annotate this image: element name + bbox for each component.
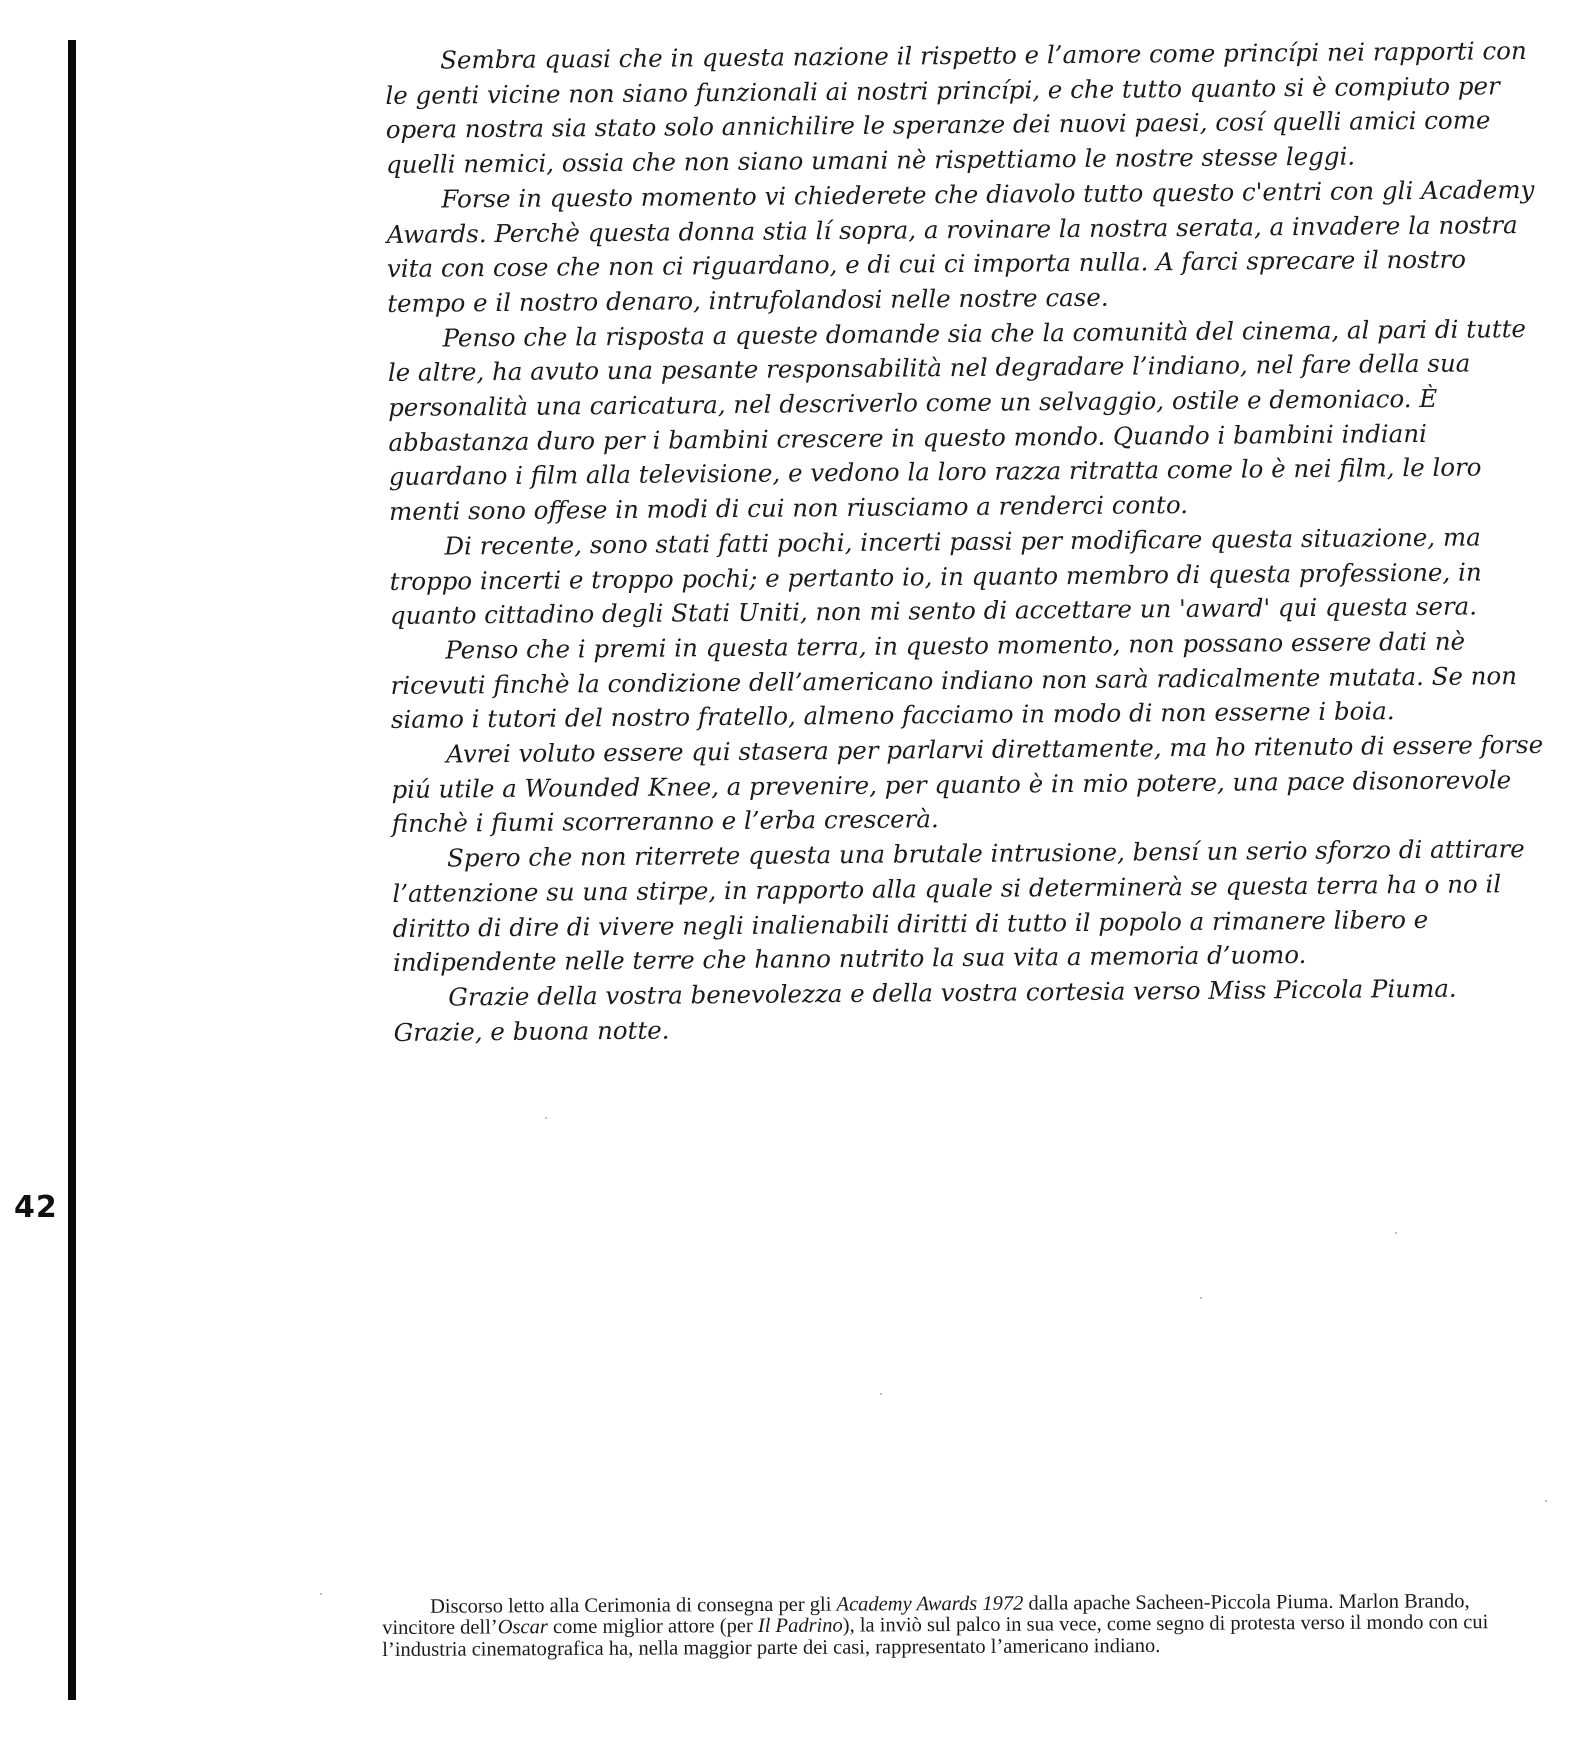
caption-paragraph	[382, 1591, 1545, 1661]
scan-speck	[1395, 1232, 1397, 1234]
speech-paragraph: Penso che i premi in questa terra, in questo momento, non possano essere dati nè ricevuti finchè la condizione dell’americano indiano non sarà radicalmente mutata. Se non siamo i tutori del nostro fratello, almeno facciamo in modo di non esserne i boia.	[390, 626, 1518, 735]
scan-speck	[545, 1117, 547, 1119]
speech-paragraph: Penso che la risposta a queste domande sia che la comunità del cinema, al pari di tutte le altre, ha avuto una pesante responsabilità nel degradare l’indiano, nel fare della sua personalità una caricatura, nel descriverlo come un selvaggio, ostile e demoniaco. È abbastanza duro per i bambini crescere in questo mondo. Quando i bambini indiani guardano i film alla televisione, e vedono la loro razza ritratta come lo è nei film, le loro menti sono offese in modi di cui non riusciamo a renderci conto.	[387, 313, 1527, 527]
speech-paragraph: Di recente, sono stati fatti pochi, incerti passi per modificare questa situazione, ma troppo incerti e troppo pochi; e pertanto io, in quanto membro di questa professione, in quanto cittadino degli Stati Uniti, non mi sento di accettare un 'award' qui questa sera.	[389, 522, 1482, 631]
scan-speck	[880, 1393, 882, 1395]
speech-paragraph: Grazie della vostra benevolezza e della vostra cortesia verso Miss Piccola Piuma. Grazie, e buona notte.	[393, 973, 1457, 1047]
caption-text: dalla apache Sacheen-Piccola Piuma. Marlon Brando, vincitore dell’	[382, 1590, 1470, 1640]
award-name: Oscar	[497, 1616, 548, 1639]
page-number: 42	[14, 1190, 58, 1225]
caption-text: Discorso letto alla Cerimonia di consegna per gli	[429, 1593, 837, 1618]
binding-edge-bar	[68, 40, 76, 1700]
speech-text	[385, 34, 1554, 1050]
speech-paragraph: Avrei voluto essere qui stasera per parlarvi direttamente, ma ho ritenuto di essere forse piú utile a Wounded Knee, a prevenire, per quanto è in mio potere, una pace disonorevole finchè i fiumi scorreranno e l’erba crescerà.	[391, 729, 1544, 839]
caption-text: come miglior attore (per	[547, 1615, 758, 1639]
speech-paragraph: Forse in questo momento vi chiederete che diavolo tutto questo c'entri con gli Academy Awards. Perchè questa donna stia lí sopra, a rovinare la nostra serata, a invadere la nostra vita con cose che non ci riguardano, e di cui ci importa nulla. A farci sprecare il nostro tempo e il nostro denaro, intrufolandosi nelle nostre case.	[386, 174, 1535, 318]
footnote-caption	[382, 1591, 1545, 1661]
event-title: Academy Awards 1972	[836, 1592, 1024, 1616]
scan-speck	[1200, 1297, 1202, 1299]
film-title: Il Padrino	[757, 1614, 843, 1638]
speech-paragraph: Spero che non riterrete questa una brutale intrusione, bensí un serio sforzo di attirare l’attenzione su una stirpe, in rapporto alla quale si determinerà se questa terra ha o no il diritto di dire di vivere negli inalienabili diritti di tutto il popolo a rimanere libero e indipendente nelle terre che hanno nutrito la sua vita a memoria d’uomo.	[392, 834, 1525, 978]
scan-speck	[1545, 1500, 1547, 1502]
caption-text: ), la inviò sul palco in sua vece, come segno di protesta verso il mondo con cui l’industria cinematografica ha, nella maggior parte dei casi, rappresentato l’americano indiano.	[382, 1611, 1489, 1661]
speech-paragraph: Sembra quasi che in questa nazione il rispetto e l’amore come princípi nei rapporti con le genti vicine non siano funzionali ai nostri princípi, e che tutto quanto si è compiuto per opera nostra sia stato solo annichilire le speranze dei nuovi paesi, cosí quelli amici come quelli nemici, ossia che non siano umani nè rispettiamo le nostre stesse leggi.	[385, 36, 1527, 180]
scan-speck	[320, 1593, 322, 1595]
